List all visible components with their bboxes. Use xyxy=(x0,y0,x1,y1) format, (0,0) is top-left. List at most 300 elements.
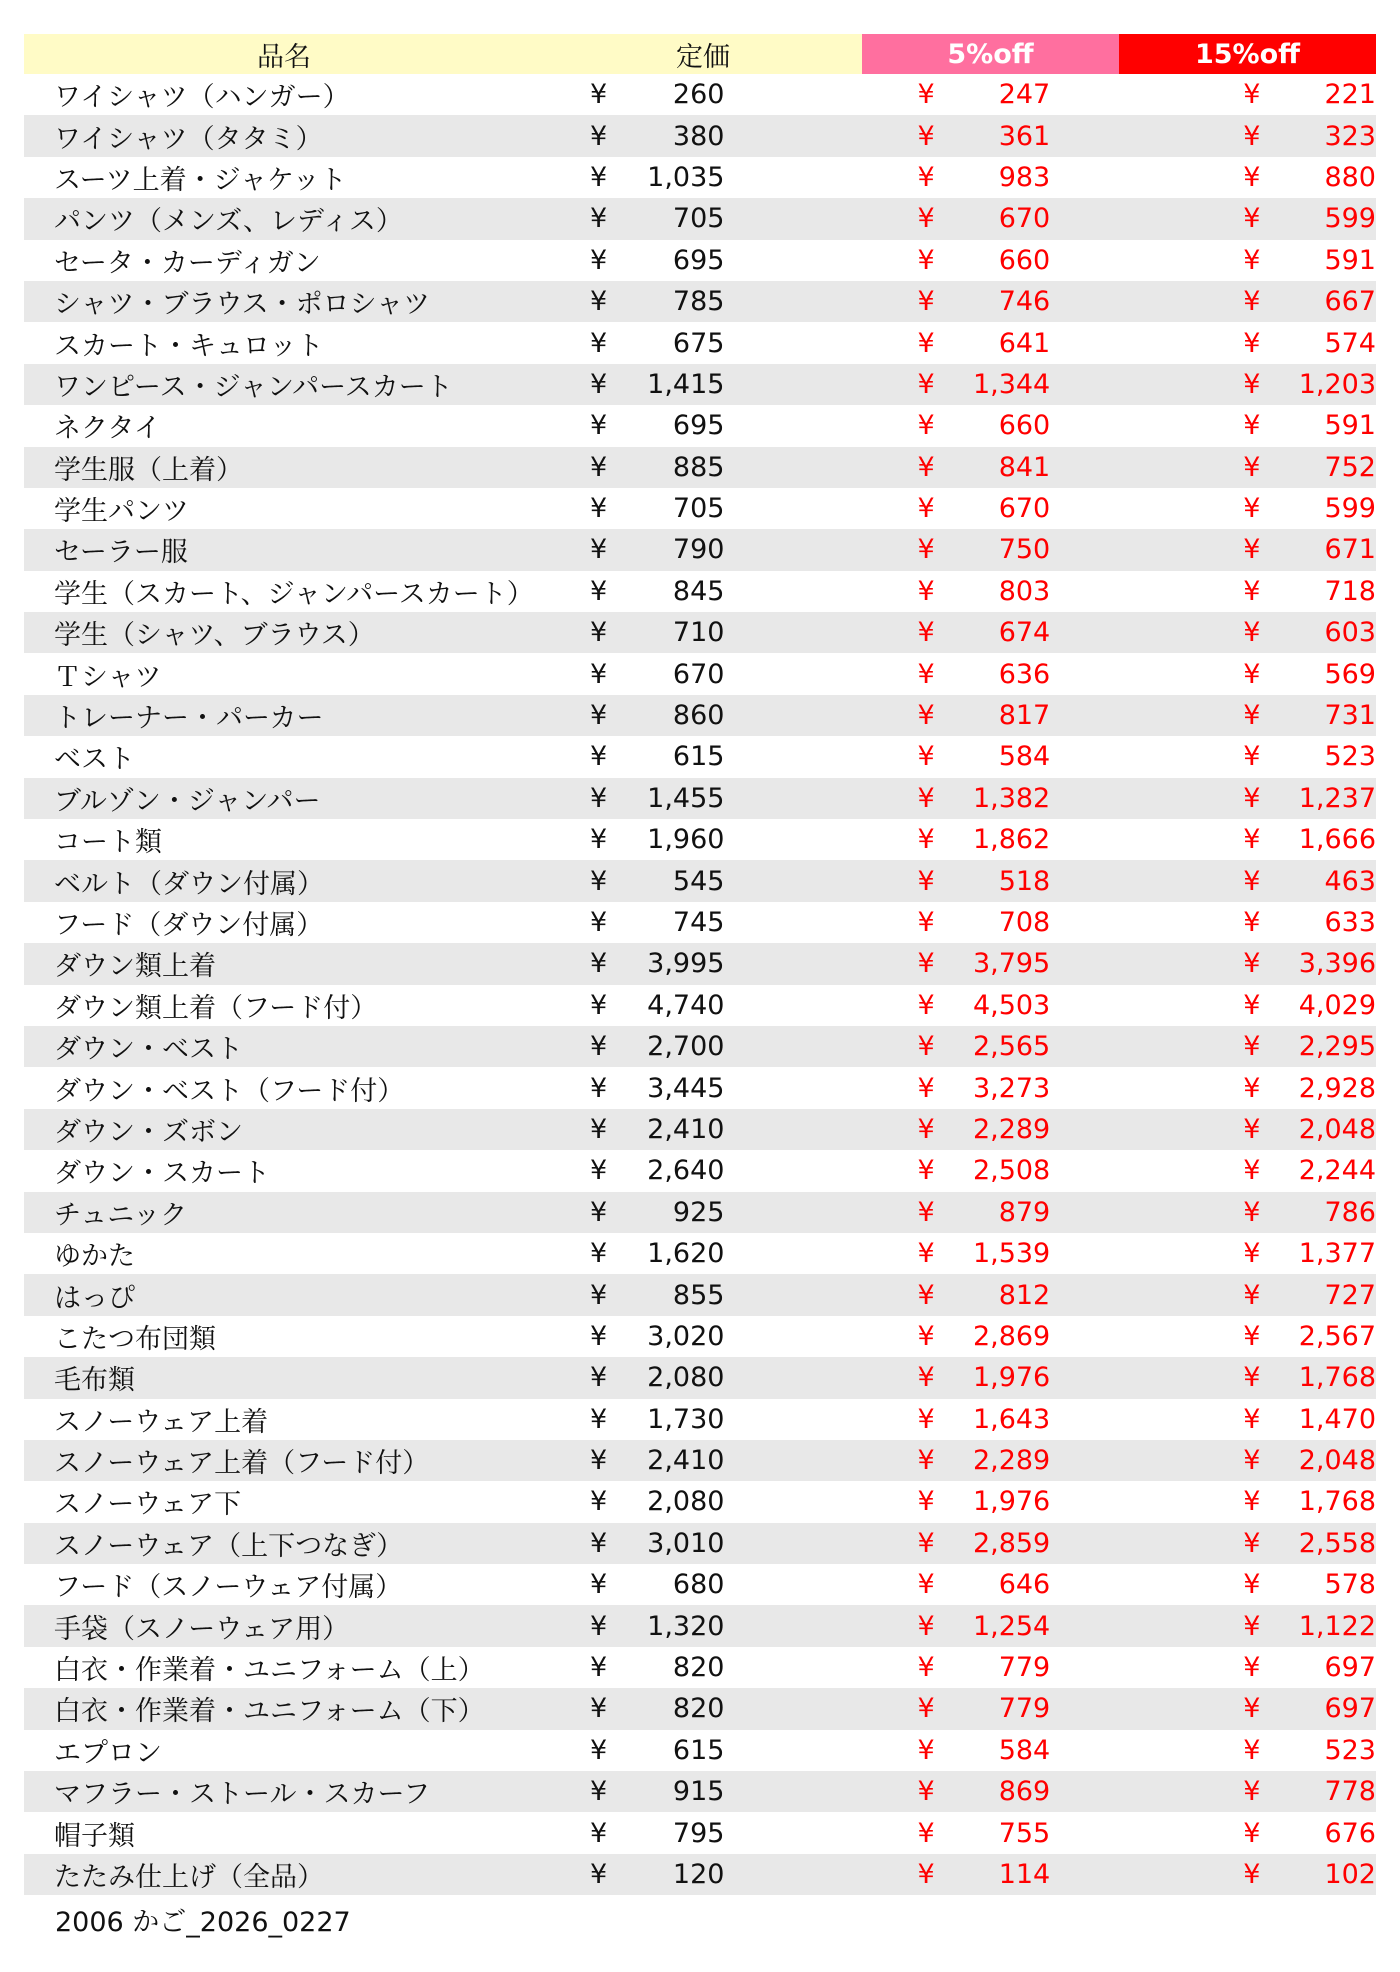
price-currency: ¥ xyxy=(590,1610,608,1642)
off15-price: 1,377 xyxy=(1298,1238,1376,1270)
off15-currency: ¥ xyxy=(1243,410,1261,442)
price-currency: ¥ xyxy=(590,700,608,732)
list-price: 545 xyxy=(672,865,725,897)
list-price: 855 xyxy=(672,1279,725,1311)
price-currency: ¥ xyxy=(590,286,608,318)
off5-currency: ¥ xyxy=(917,534,935,566)
price-currency: ¥ xyxy=(590,79,608,111)
off15-currency: ¥ xyxy=(1243,493,1261,525)
item-name: ダウン類上着 xyxy=(54,951,216,983)
price-currency: ¥ xyxy=(590,1652,608,1684)
table-row xyxy=(24,198,1376,239)
off5-price: 670 xyxy=(998,203,1051,235)
price-currency: ¥ xyxy=(590,1776,608,1808)
list-price: 2,410 xyxy=(647,1113,725,1145)
item-name: 白衣・作業着・ユニフォーム（下） xyxy=(54,1696,485,1728)
list-price: 3,010 xyxy=(647,1527,725,1559)
item-name: ワンピース・ジャンパースカート xyxy=(54,371,453,403)
item-name: スノーウェア上着 xyxy=(54,1406,269,1438)
off5-currency: ¥ xyxy=(917,1858,935,1890)
table-row xyxy=(24,695,1376,736)
item-name: 毛布類 xyxy=(54,1365,135,1397)
off15-price: 2,048 xyxy=(1298,1445,1376,1477)
list-price: 3,020 xyxy=(647,1320,725,1352)
item-name: はっぴ xyxy=(54,1282,135,1314)
list-price: 695 xyxy=(672,244,725,276)
off15-currency: ¥ xyxy=(1243,575,1261,607)
list-price: 3,445 xyxy=(647,1072,725,1104)
off15-currency: ¥ xyxy=(1243,1113,1261,1145)
table-row xyxy=(24,1440,1376,1481)
off15-price: 2,928 xyxy=(1298,1072,1376,1104)
price-currency: ¥ xyxy=(590,1858,608,1890)
off5-price: 584 xyxy=(998,741,1051,773)
off15-price: 667 xyxy=(1324,286,1376,318)
list-price: 820 xyxy=(672,1652,725,1684)
table-row xyxy=(24,1523,1376,1564)
off5-price: 779 xyxy=(998,1693,1051,1725)
off5-price: 660 xyxy=(998,410,1051,442)
off5-currency: ¥ xyxy=(917,658,935,690)
price-currency: ¥ xyxy=(590,865,608,897)
off5-price: 1,976 xyxy=(972,1486,1051,1518)
table-row xyxy=(24,1854,1376,1895)
list-price: 845 xyxy=(672,575,725,607)
price-currency: ¥ xyxy=(590,410,608,442)
off5-price: 841 xyxy=(998,451,1051,483)
off15-currency: ¥ xyxy=(1243,782,1261,814)
off15-price: 731 xyxy=(1324,700,1376,732)
table-row xyxy=(24,488,1376,529)
table-row xyxy=(24,74,1376,115)
list-price: 615 xyxy=(672,1734,725,1766)
off5-currency: ¥ xyxy=(917,1693,935,1725)
off5-price: 1,382 xyxy=(972,782,1051,814)
price-currency: ¥ xyxy=(590,907,608,938)
off15-price: 2,244 xyxy=(1298,1155,1376,1187)
price-currency: ¥ xyxy=(590,1196,608,1228)
price-currency: ¥ xyxy=(590,451,608,483)
off15-currency: ¥ xyxy=(1243,1031,1261,1063)
off15-price: 221 xyxy=(1324,79,1376,111)
header-5off: 5%off xyxy=(862,34,1119,74)
price-currency: ¥ xyxy=(590,327,608,359)
item-name: ダウン・ズボン xyxy=(54,1116,243,1148)
price-currency: ¥ xyxy=(590,534,608,566)
list-price: 785 xyxy=(672,286,725,318)
header-15off: 15%off xyxy=(1119,34,1376,74)
table-row xyxy=(24,1771,1376,1812)
item-name: 学生服（上着） xyxy=(54,454,243,486)
off5-currency: ¥ xyxy=(917,203,935,235)
table-row xyxy=(24,281,1376,322)
table-row xyxy=(24,736,1376,777)
list-price: 615 xyxy=(672,741,725,773)
off15-price: 1,122 xyxy=(1298,1610,1376,1642)
off15-currency: ¥ xyxy=(1243,1693,1261,1725)
list-price: 1,960 xyxy=(647,824,725,856)
off15-price: 697 xyxy=(1324,1693,1376,1725)
item-name: ワイシャツ（タタミ） xyxy=(54,123,323,155)
price-currency: ¥ xyxy=(590,1072,608,1104)
item-name: 帽子類 xyxy=(54,1820,135,1852)
table-row xyxy=(24,1316,1376,1357)
off15-price: 523 xyxy=(1324,1734,1376,1766)
list-price: 680 xyxy=(672,1569,725,1601)
off5-price: 2,289 xyxy=(972,1113,1051,1145)
off15-price: 3,396 xyxy=(1298,948,1376,980)
off15-price: 4,029 xyxy=(1298,989,1376,1021)
off5-price: 4,503 xyxy=(972,989,1051,1021)
item-name: 学生（シャツ、ブラウス） xyxy=(54,620,375,652)
table-row xyxy=(24,115,1376,156)
table-row xyxy=(24,1688,1376,1729)
off15-price: 323 xyxy=(1324,120,1376,152)
item-name: ベルト（ダウン付属） xyxy=(54,868,324,900)
price-currency: ¥ xyxy=(590,203,608,235)
off15-currency: ¥ xyxy=(1243,286,1261,318)
off5-price: 2,565 xyxy=(972,1031,1051,1063)
off5-currency: ¥ xyxy=(917,368,935,400)
list-price: 4,740 xyxy=(647,989,725,1021)
off5-currency: ¥ xyxy=(917,79,935,111)
off15-price: 603 xyxy=(1324,617,1376,649)
off5-price: 1,862 xyxy=(972,824,1051,856)
off15-price: 591 xyxy=(1324,244,1376,276)
price-currency: ¥ xyxy=(590,1734,608,1766)
off15-currency: ¥ xyxy=(1243,907,1261,938)
item-name: スカート・キュロット xyxy=(54,330,324,362)
price-currency: ¥ xyxy=(590,1693,608,1725)
table-row xyxy=(24,1274,1376,1315)
item-name: スノーウェア上着（フード付） xyxy=(54,1448,430,1480)
table-body xyxy=(24,74,1376,1895)
off15-currency: ¥ xyxy=(1243,1569,1261,1601)
off5-price: 361 xyxy=(998,120,1051,152)
off5-currency: ¥ xyxy=(917,907,935,938)
off5-price: 247 xyxy=(998,79,1051,111)
table-row xyxy=(24,157,1376,198)
off15-currency: ¥ xyxy=(1243,1817,1261,1849)
price-currency: ¥ xyxy=(590,120,608,152)
table-row xyxy=(24,1233,1376,1274)
list-price: 925 xyxy=(672,1196,725,1228)
off5-currency: ¥ xyxy=(917,1362,935,1394)
table-header xyxy=(24,34,1376,74)
item-name: ネクタイ xyxy=(54,413,161,445)
table-row xyxy=(24,1067,1376,1108)
item-name: ワイシャツ（ハンガー） xyxy=(54,82,350,114)
off15-currency: ¥ xyxy=(1243,1486,1261,1518)
off15-price: 1,237 xyxy=(1298,782,1376,814)
header-item-name: 品名 xyxy=(257,41,311,73)
list-price: 705 xyxy=(672,203,725,235)
price-currency: ¥ xyxy=(590,1817,608,1849)
off5-currency: ¥ xyxy=(917,286,935,318)
off5-currency: ¥ xyxy=(917,989,935,1021)
item-name: フード（ダウン付属） xyxy=(54,910,324,941)
item-name: シャツ・ブラウス・ポロシャツ xyxy=(54,289,431,321)
price-currency: ¥ xyxy=(590,1238,608,1270)
table-row xyxy=(24,1481,1376,1522)
table-row xyxy=(24,571,1376,612)
list-price: 2,700 xyxy=(647,1031,725,1063)
list-price: 2,640 xyxy=(647,1155,725,1187)
list-price: 885 xyxy=(672,451,725,483)
off15-price: 697 xyxy=(1324,1652,1376,1684)
off5-price: 1,254 xyxy=(972,1610,1051,1642)
table-row xyxy=(24,902,1376,943)
list-price: 380 xyxy=(672,120,725,152)
list-price: 260 xyxy=(672,79,725,111)
price-currency: ¥ xyxy=(590,493,608,525)
table-row xyxy=(24,1399,1376,1440)
item-name: トレーナー・パーカー xyxy=(54,703,324,735)
item-name: セータ・カーディガン xyxy=(54,247,321,279)
off15-price: 1,768 xyxy=(1298,1486,1376,1518)
price-currency: ¥ xyxy=(590,1362,608,1394)
off5-currency: ¥ xyxy=(917,1238,935,1270)
item-name: パンツ（メンズ、レディス） xyxy=(54,206,403,238)
off5-price: 746 xyxy=(998,286,1051,318)
off5-currency: ¥ xyxy=(917,1652,935,1684)
off5-price: 869 xyxy=(998,1776,1051,1808)
off5-price: 674 xyxy=(998,617,1051,649)
price-currency: ¥ xyxy=(590,1403,608,1435)
price-currency: ¥ xyxy=(590,1279,608,1311)
off5-price: 750 xyxy=(998,534,1051,566)
off15-currency: ¥ xyxy=(1243,244,1261,276)
off15-currency: ¥ xyxy=(1243,203,1261,235)
price-table xyxy=(24,34,1376,1895)
off15-currency: ¥ xyxy=(1243,161,1261,193)
table-row xyxy=(24,1150,1376,1191)
off15-currency: ¥ xyxy=(1243,1279,1261,1311)
off5-currency: ¥ xyxy=(917,1776,935,1808)
off15-price: 786 xyxy=(1324,1196,1376,1228)
off15-price: 591 xyxy=(1324,410,1376,442)
off15-currency: ¥ xyxy=(1243,1527,1261,1559)
off5-price: 2,289 xyxy=(972,1445,1051,1477)
off15-currency: ¥ xyxy=(1243,79,1261,111)
off15-currency: ¥ xyxy=(1243,1734,1261,1766)
off15-price: 578 xyxy=(1324,1569,1376,1601)
price-currency: ¥ xyxy=(590,1113,608,1145)
off15-currency: ¥ xyxy=(1243,368,1261,400)
price-currency: ¥ xyxy=(590,1445,608,1477)
table-row xyxy=(24,612,1376,653)
off15-price: 1,768 xyxy=(1298,1362,1376,1394)
off15-currency: ¥ xyxy=(1243,989,1261,1021)
table-row xyxy=(24,529,1376,570)
off5-currency: ¥ xyxy=(917,244,935,276)
table-row xyxy=(24,943,1376,984)
off5-currency: ¥ xyxy=(917,1610,935,1642)
off5-currency: ¥ xyxy=(917,741,935,773)
table-row xyxy=(24,447,1376,488)
off15-price: 671 xyxy=(1324,534,1376,566)
off15-currency: ¥ xyxy=(1243,824,1261,856)
off15-currency: ¥ xyxy=(1243,120,1261,152)
price-currency: ¥ xyxy=(590,617,608,649)
off5-currency: ¥ xyxy=(917,1734,935,1766)
price-currency: ¥ xyxy=(590,658,608,690)
off15-currency: ¥ xyxy=(1243,1196,1261,1228)
list-price: 1,730 xyxy=(647,1403,725,1435)
table-row xyxy=(24,1357,1376,1398)
off15-price: 2,567 xyxy=(1298,1320,1376,1352)
off5-currency: ¥ xyxy=(917,1113,935,1145)
list-price: 2,080 xyxy=(647,1486,725,1518)
off15-price: 880 xyxy=(1324,161,1376,193)
off15-currency: ¥ xyxy=(1243,1320,1261,1352)
off5-price: 660 xyxy=(998,244,1051,276)
list-price: 710 xyxy=(672,617,725,649)
table-row xyxy=(24,1109,1376,1150)
off15-currency: ¥ xyxy=(1243,1610,1261,1642)
table-row xyxy=(24,405,1376,446)
item-name: ダウン・スカート xyxy=(54,1158,270,1190)
off5-price: 1,539 xyxy=(972,1238,1051,1270)
price-currency: ¥ xyxy=(590,741,608,773)
off15-price: 523 xyxy=(1324,741,1376,773)
off5-price: 2,869 xyxy=(972,1320,1051,1352)
off5-currency: ¥ xyxy=(917,1279,935,1311)
item-name: ゆかた xyxy=(54,1241,135,1273)
off15-price: 718 xyxy=(1324,575,1376,607)
off15-price: 1,666 xyxy=(1298,824,1376,856)
list-price: 1,035 xyxy=(647,161,725,193)
list-price: 3,995 xyxy=(647,948,725,980)
off15-currency: ¥ xyxy=(1243,1445,1261,1477)
item-name: セーラー服 xyxy=(54,537,188,569)
off15-currency: ¥ xyxy=(1243,865,1261,897)
off5-currency: ¥ xyxy=(917,575,935,607)
off15-price: 599 xyxy=(1324,493,1376,525)
item-name: チュニック xyxy=(54,1199,188,1231)
off15-currency: ¥ xyxy=(1243,1652,1261,1684)
off5-price: 636 xyxy=(998,658,1051,690)
off15-currency: ¥ xyxy=(1243,534,1261,566)
off5-price: 518 xyxy=(998,865,1051,897)
off15-currency: ¥ xyxy=(1243,1858,1261,1890)
off5-currency: ¥ xyxy=(917,1196,935,1228)
header-list-price: 定価 xyxy=(676,41,730,73)
list-price: 1,620 xyxy=(647,1238,725,1270)
list-price: 2,410 xyxy=(647,1445,725,1477)
price-currency: ¥ xyxy=(590,244,608,276)
price-currency: ¥ xyxy=(590,1155,608,1187)
off5-currency: ¥ xyxy=(917,782,935,814)
off5-currency: ¥ xyxy=(917,865,935,897)
item-name: 手袋（スノーウェア用） xyxy=(54,1613,350,1645)
off15-price: 2,048 xyxy=(1298,1113,1376,1145)
price-currency: ¥ xyxy=(590,948,608,980)
off5-currency: ¥ xyxy=(917,948,935,980)
table-row xyxy=(24,653,1376,694)
off15-currency: ¥ xyxy=(1243,1362,1261,1394)
off5-currency: ¥ xyxy=(917,327,935,359)
off5-currency: ¥ xyxy=(917,161,935,193)
table-row xyxy=(24,778,1376,819)
off5-price: 1,643 xyxy=(972,1403,1051,1435)
off15-price: 599 xyxy=(1324,203,1376,235)
off15-price: 569 xyxy=(1324,658,1376,690)
off15-currency: ¥ xyxy=(1243,617,1261,649)
item-name: ダウン類上着（フード付） xyxy=(54,992,378,1024)
list-price: 1,415 xyxy=(647,368,725,400)
table-row xyxy=(24,860,1376,901)
item-name: ダウン・ベスト（フード付） xyxy=(54,1075,405,1107)
off5-price: 2,508 xyxy=(972,1155,1051,1187)
item-name: ダウン・ベスト xyxy=(54,1034,243,1066)
off5-currency: ¥ xyxy=(917,1320,935,1352)
off5-price: 779 xyxy=(998,1652,1051,1684)
off5-currency: ¥ xyxy=(917,617,935,649)
header-name-price-group xyxy=(24,34,862,74)
off15-price: 1,470 xyxy=(1298,1403,1376,1435)
off5-currency: ¥ xyxy=(917,1569,935,1601)
list-price: 1,320 xyxy=(647,1610,725,1642)
list-price: 705 xyxy=(672,493,725,525)
off15-currency: ¥ xyxy=(1243,658,1261,690)
off5-currency: ¥ xyxy=(917,410,935,442)
off5-currency: ¥ xyxy=(917,1403,935,1435)
off15-price: 752 xyxy=(1324,451,1376,483)
off15-currency: ¥ xyxy=(1243,948,1261,980)
price-currency: ¥ xyxy=(590,1320,608,1352)
off5-currency: ¥ xyxy=(917,700,935,732)
list-price: 695 xyxy=(672,410,725,442)
off15-price: 2,295 xyxy=(1298,1031,1376,1063)
off5-currency: ¥ xyxy=(917,1072,935,1104)
item-name: たたみ仕上げ（全品） xyxy=(54,1861,324,1893)
off15-currency: ¥ xyxy=(1243,741,1261,773)
item-name: 学生パンツ xyxy=(54,496,189,528)
off15-price: 676 xyxy=(1324,1817,1376,1849)
off5-currency: ¥ xyxy=(917,493,935,525)
off15-price: 727 xyxy=(1324,1279,1376,1311)
list-price: 790 xyxy=(672,534,725,566)
table-row xyxy=(24,240,1376,281)
off5-price: 3,795 xyxy=(972,948,1051,980)
price-currency: ¥ xyxy=(590,368,608,400)
off5-currency: ¥ xyxy=(917,1445,935,1477)
off15-currency: ¥ xyxy=(1243,1238,1261,1270)
table-row xyxy=(24,1564,1376,1605)
off15-currency: ¥ xyxy=(1243,1403,1261,1435)
list-price: 795 xyxy=(672,1817,725,1849)
price-currency: ¥ xyxy=(590,1031,608,1063)
off5-price: 879 xyxy=(998,1196,1051,1228)
item-name: スノーウェア（上下つなぎ） xyxy=(54,1530,404,1562)
off5-price: 670 xyxy=(998,493,1051,525)
list-price: 915 xyxy=(672,1776,725,1808)
off15-price: 778 xyxy=(1324,1776,1376,1808)
item-name: 白衣・作業着・ユニフォーム（上） xyxy=(54,1655,485,1687)
table-row xyxy=(24,1730,1376,1771)
off5-price: 708 xyxy=(998,907,1051,938)
item-name: フード（スノーウェア付属） xyxy=(54,1572,403,1604)
off15-currency: ¥ xyxy=(1243,451,1261,483)
list-price: 860 xyxy=(672,700,725,732)
table-row xyxy=(24,322,1376,363)
off5-currency: ¥ xyxy=(917,451,935,483)
table-row xyxy=(24,819,1376,860)
off5-currency: ¥ xyxy=(917,1817,935,1849)
off5-currency: ¥ xyxy=(917,824,935,856)
table-row xyxy=(24,985,1376,1026)
